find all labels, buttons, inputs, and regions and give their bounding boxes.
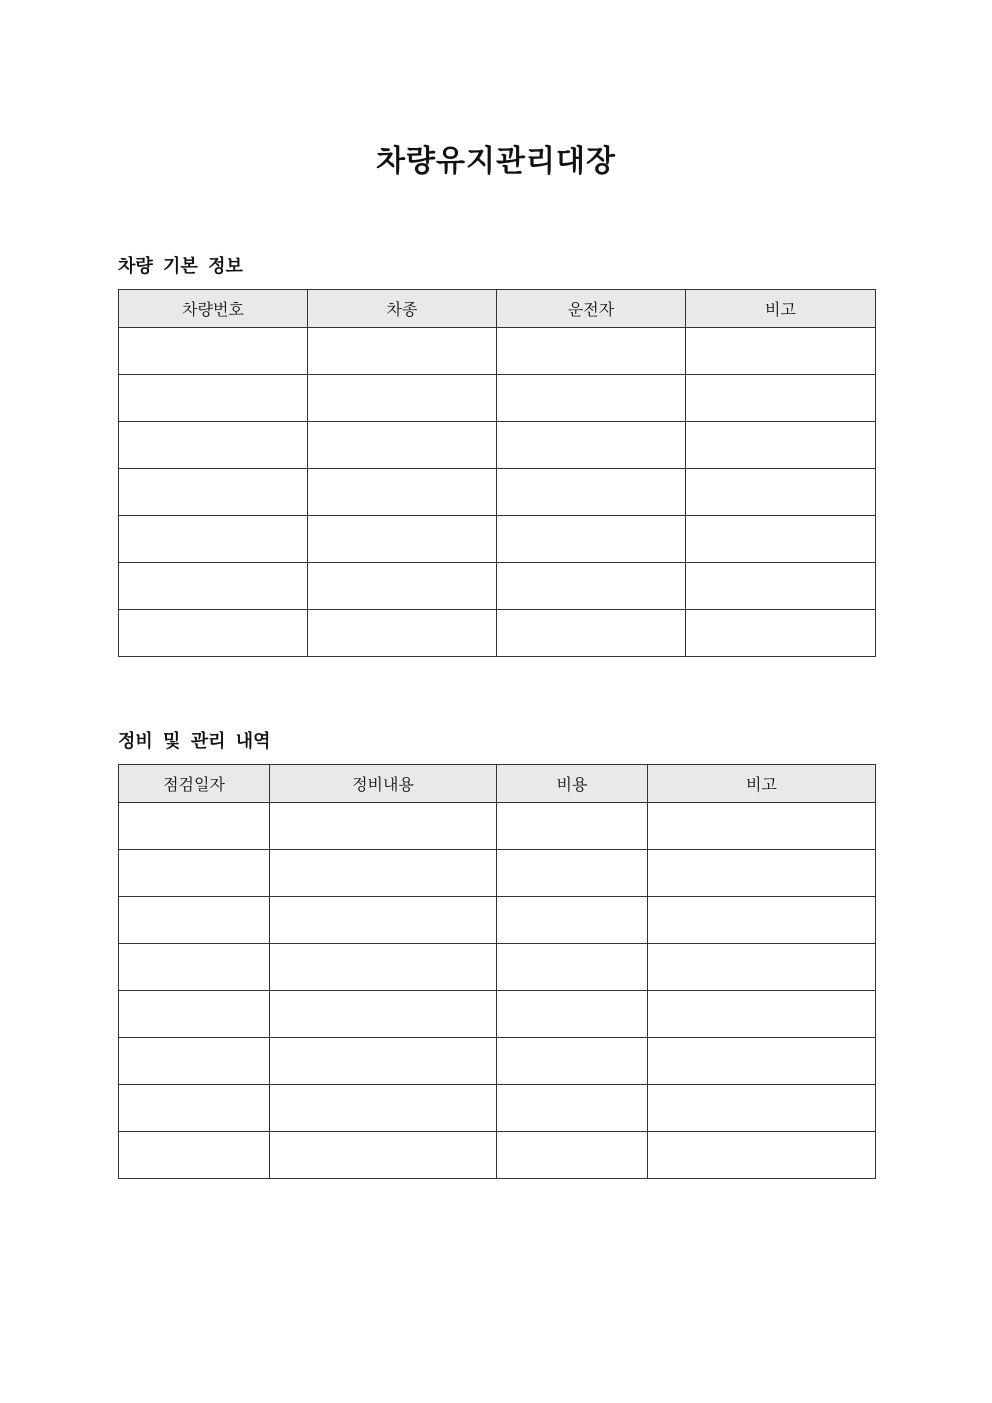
table-row: [119, 897, 876, 944]
section-title-vehicle-info: 차량 기본 정보: [118, 256, 243, 277]
table-cell[interactable]: [270, 944, 497, 991]
table-header-row: [119, 765, 876, 803]
table-cell[interactable]: [686, 328, 876, 375]
table-cell[interactable]: [270, 850, 497, 897]
table-cell[interactable]: [119, 1038, 270, 1085]
table-cell[interactable]: [497, 610, 686, 657]
table-row: [119, 328, 876, 375]
table-cell[interactable]: [497, 850, 648, 897]
table-row: [119, 991, 876, 1038]
maintenance-body: [119, 803, 876, 1179]
table-cell[interactable]: [119, 897, 270, 944]
page-title: 차량유지관리대장: [376, 144, 616, 179]
table-header-row: [119, 290, 876, 328]
table-row: [119, 1085, 876, 1132]
table-cell[interactable]: [119, 328, 308, 375]
table-cell[interactable]: [119, 563, 308, 610]
table-cell[interactable]: [270, 897, 497, 944]
table-cell[interactable]: [497, 422, 686, 469]
table-cell[interactable]: [686, 563, 876, 610]
table-cell[interactable]: [119, 803, 270, 850]
table-cell[interactable]: [308, 422, 497, 469]
table-row: [119, 1132, 876, 1179]
table-row: [119, 422, 876, 469]
table-cell[interactable]: [119, 850, 270, 897]
table-cell[interactable]: [119, 516, 308, 563]
column-header-vehicle-number: 차량번호: [119, 290, 308, 328]
table-cell[interactable]: [686, 610, 876, 657]
table-cell[interactable]: [497, 944, 648, 991]
column-header-maintenance-details: 정비내용: [270, 765, 497, 803]
vehicle-info-body: [119, 328, 876, 657]
table-row: [119, 469, 876, 516]
table-cell[interactable]: [270, 803, 497, 850]
table-cell[interactable]: [648, 944, 876, 991]
table-cell[interactable]: [497, 469, 686, 516]
table-cell[interactable]: [648, 1038, 876, 1085]
table-cell[interactable]: [308, 610, 497, 657]
table-row: [119, 516, 876, 563]
table-cell[interactable]: [497, 516, 686, 563]
table-cell[interactable]: [648, 1085, 876, 1132]
table-cell[interactable]: [648, 1132, 876, 1179]
table-row: [119, 610, 876, 657]
table-cell[interactable]: [686, 469, 876, 516]
table-row: [119, 563, 876, 610]
table-cell[interactable]: [648, 803, 876, 850]
table-cell[interactable]: [648, 897, 876, 944]
table-cell[interactable]: [497, 803, 648, 850]
table-cell[interactable]: [686, 422, 876, 469]
vehicle-info-table: [118, 289, 876, 657]
table-cell[interactable]: [648, 850, 876, 897]
table-cell[interactable]: [497, 897, 648, 944]
table-cell[interactable]: [308, 328, 497, 375]
table-cell[interactable]: [308, 516, 497, 563]
table-cell[interactable]: [119, 991, 270, 1038]
table-cell[interactable]: [308, 563, 497, 610]
table-row: [119, 375, 876, 422]
table-cell[interactable]: [119, 422, 308, 469]
table-cell[interactable]: [497, 1132, 648, 1179]
column-header-driver: 운전자: [497, 290, 686, 328]
column-header-vehicle-type: 차종: [308, 290, 497, 328]
table-cell[interactable]: [119, 469, 308, 516]
table-cell[interactable]: [119, 1132, 270, 1179]
table-cell[interactable]: [497, 375, 686, 422]
table-row: [119, 944, 876, 991]
column-header-remarks: 비고: [648, 765, 876, 803]
table-cell[interactable]: [270, 991, 497, 1038]
table-row: [119, 850, 876, 897]
table-cell[interactable]: [497, 1038, 648, 1085]
column-header-inspection-date: 점검일자: [119, 765, 270, 803]
table-cell[interactable]: [270, 1085, 497, 1132]
table-cell[interactable]: [119, 375, 308, 422]
column-header-cost: 비용: [497, 765, 648, 803]
table-cell[interactable]: [119, 610, 308, 657]
column-header-remarks: 비고: [686, 290, 876, 328]
table-cell[interactable]: [497, 1085, 648, 1132]
table-cell[interactable]: [270, 1038, 497, 1085]
table-cell[interactable]: [497, 328, 686, 375]
table-cell[interactable]: [648, 991, 876, 1038]
table-cell[interactable]: [308, 375, 497, 422]
table-cell[interactable]: [686, 375, 876, 422]
table-row: [119, 803, 876, 850]
table-cell[interactable]: [497, 563, 686, 610]
table-row: [119, 1038, 876, 1085]
table-cell[interactable]: [497, 991, 648, 1038]
table-cell[interactable]: [270, 1132, 497, 1179]
maintenance-table: [118, 764, 876, 1179]
table-cell[interactable]: [308, 469, 497, 516]
table-cell[interactable]: [119, 1085, 270, 1132]
table-cell[interactable]: [686, 516, 876, 563]
section-title-maintenance: 정비 및 관리 내역: [118, 731, 271, 752]
table-cell[interactable]: [119, 944, 270, 991]
